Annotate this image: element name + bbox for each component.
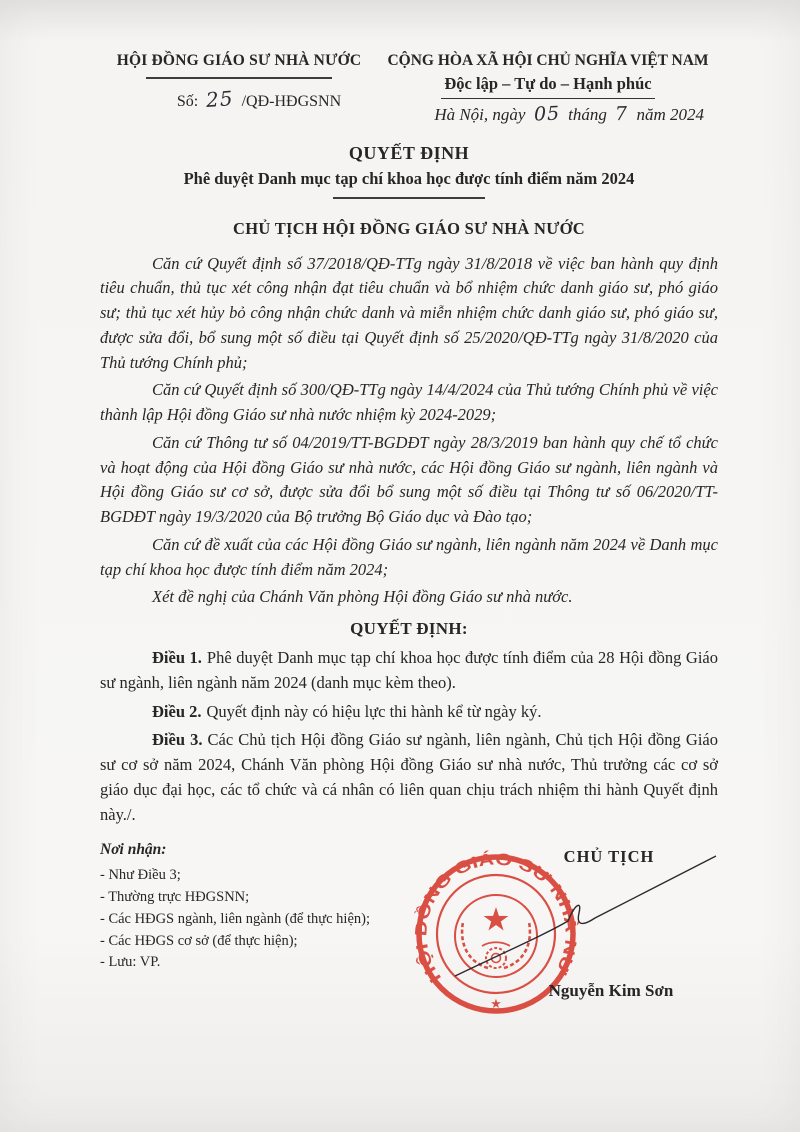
national-motto: Độc lập – Tự do – Hạnh phúc [441, 72, 654, 99]
article-3-text: Các Chủ tịch Hội đồng Giáo sư ngành, liên ngành, Chủ tịch Hội đồng Giáo sư cơ sở năm 2024, Chánh Văn phòng Hội đồng Giáo sư nhà nước, Thủ trưởng các cơ sở giáo dục đại học, các tổ chức và cá nhân có liên quan chịu trách nhiệm thi hành Quyết định này./. [100, 730, 719, 824]
doc-number-handwritten: 25 [205, 85, 235, 112]
issuing-org-name: HỘI ĐỒNG GIÁO SƯ NHÀ NƯỚC [116, 52, 362, 69]
preamble-paragraph: Căn cứ Quyết định số 37/2018/QĐ-TTg ngày 31/8/2018 về việc ban hành quy định tiêu chuẩn, thủ tục xét công nhận đạt tiêu chuẩn và bổ nhiệm chức danh giáo sư, phó giáo sư; thủ tục xét hủy bỏ công nhận chức danh và miễn nhiệm chức danh giáo sư, phó giáo sư, được sửa đổi, bổ sung một số điều tại Quyết định số 25/2020/QĐ-TTg ngày 31/8/2020 của Thủ tướng Chính phủ; [100, 253, 718, 372]
doc-number-suffix: /QĐ-HĐGSNN [241, 92, 342, 110]
preamble-paragraph: Căn cứ đề xuất của các Hội đồng Giáo sư ngành, liên ngành năm 2024 về Danh mục tạp chí khoa học được tính điểm năm 2024; [100, 534, 718, 579]
signer-title: CHỦ TỊCH [563, 847, 655, 867]
date-line [378, 103, 704, 125]
signer-name: Nguyễn Kim Sơn [548, 981, 674, 1001]
document-footer [100, 839, 718, 1089]
article-3 [100, 728, 718, 827]
article-1 [100, 646, 718, 696]
issuing-org-block [100, 52, 378, 111]
article-2-lead: Điều 2. [152, 701, 202, 721]
article-1-lead: Điều 1. [152, 648, 202, 668]
date-month-handwritten: 7 [614, 102, 629, 126]
article-2-text: Quyết định này có hiệu lực thi hành kể từ ngày ký. [206, 701, 542, 721]
title-block [100, 143, 718, 199]
document-header [100, 52, 718, 125]
seal-star-separator: ★ [490, 996, 502, 1012]
recipient-item: - Các HĐGS cơ sở (để thực hiện); [100, 932, 298, 949]
seal-ring-text: HỘI ĐỒNG GIÁO SƯ NHÀ NƯỚC [412, 850, 580, 987]
preamble-section [100, 252, 718, 611]
authority-title: CHỦ TỊCH HỘI ĐỒNG GIÁO SƯ NHÀ NƯỚC [233, 218, 585, 238]
org-underline [146, 77, 332, 79]
recipient-item: - Các HĐGS ngành, liên ngành (để thực hiện); [100, 910, 370, 927]
signature-stroke [100, 839, 718, 1089]
article-1-text: Phê duyệt Danh mục tạp chí khoa học được tính điểm của 28 Hội đồng Giáo sư ngành, liên ngành năm 2024 (danh mục kèm theo). [100, 648, 718, 692]
articles-section [100, 646, 718, 827]
national-name: CỘNG HÒA XÃ HỘI CHỦ NGHĨA VIỆT NAM [387, 52, 709, 69]
preamble-paragraph: Xét đề nghị của Chánh Văn phòng Hội đồng Giáo sư nhà nước. [152, 587, 573, 607]
doc-number [140, 87, 378, 111]
date-day-handwritten: 05 [533, 102, 561, 126]
recipient-item: - Như Điều 3; [100, 867, 181, 884]
article-2 [100, 700, 718, 725]
doc-number-label: Số: [176, 92, 199, 110]
date-prefix: Hà Nội, ngày [434, 105, 526, 124]
preamble-paragraph: Căn cứ Thông tư số 04/2019/TT-BGDĐT ngày 28/3/2019 ban hành quy chế tổ chức và hoạt động của Hội đồng Giáo sư nhà nước, các Hội đồng Giáo sư ngành, liên ngành và Hội đồng Giáo sư cơ sở, được sửa đổi bổ sung một số điều tại Thông tư số 06/2020/TT-BGDĐT ngày 19/3/2020 của Bộ trưởng Bộ Giáo dục và Đào tạo; [100, 432, 718, 527]
preamble-paragraph: Căn cứ Quyết định số 300/QĐ-TTg ngày 14/4/2024 của Thủ tướng Chính phủ về việc thành lập Hội đồng Giáo sư nhà nước nhiệm kỳ 2024-2029; [100, 380, 718, 425]
subject-underline [333, 197, 485, 199]
recipients-label: Nơi nhận: [100, 841, 167, 859]
recipient-item: - Thường trực HĐGSNN; [100, 889, 250, 906]
national-header-block [378, 52, 718, 125]
decision-subject: Phê duyệt Danh mục tạp chí khoa học được tính điểm năm 2024 [183, 169, 635, 188]
article-3-lead: Điều 3. [152, 730, 203, 750]
decision-title: QUYẾT ĐỊNH [348, 143, 470, 163]
date-suffix: năm 2024 [636, 105, 704, 124]
recipient-item: - Lưu: VP. [100, 954, 161, 971]
date-mid: tháng [568, 105, 607, 124]
decision-heading: QUYẾT ĐỊNH: [350, 619, 468, 639]
